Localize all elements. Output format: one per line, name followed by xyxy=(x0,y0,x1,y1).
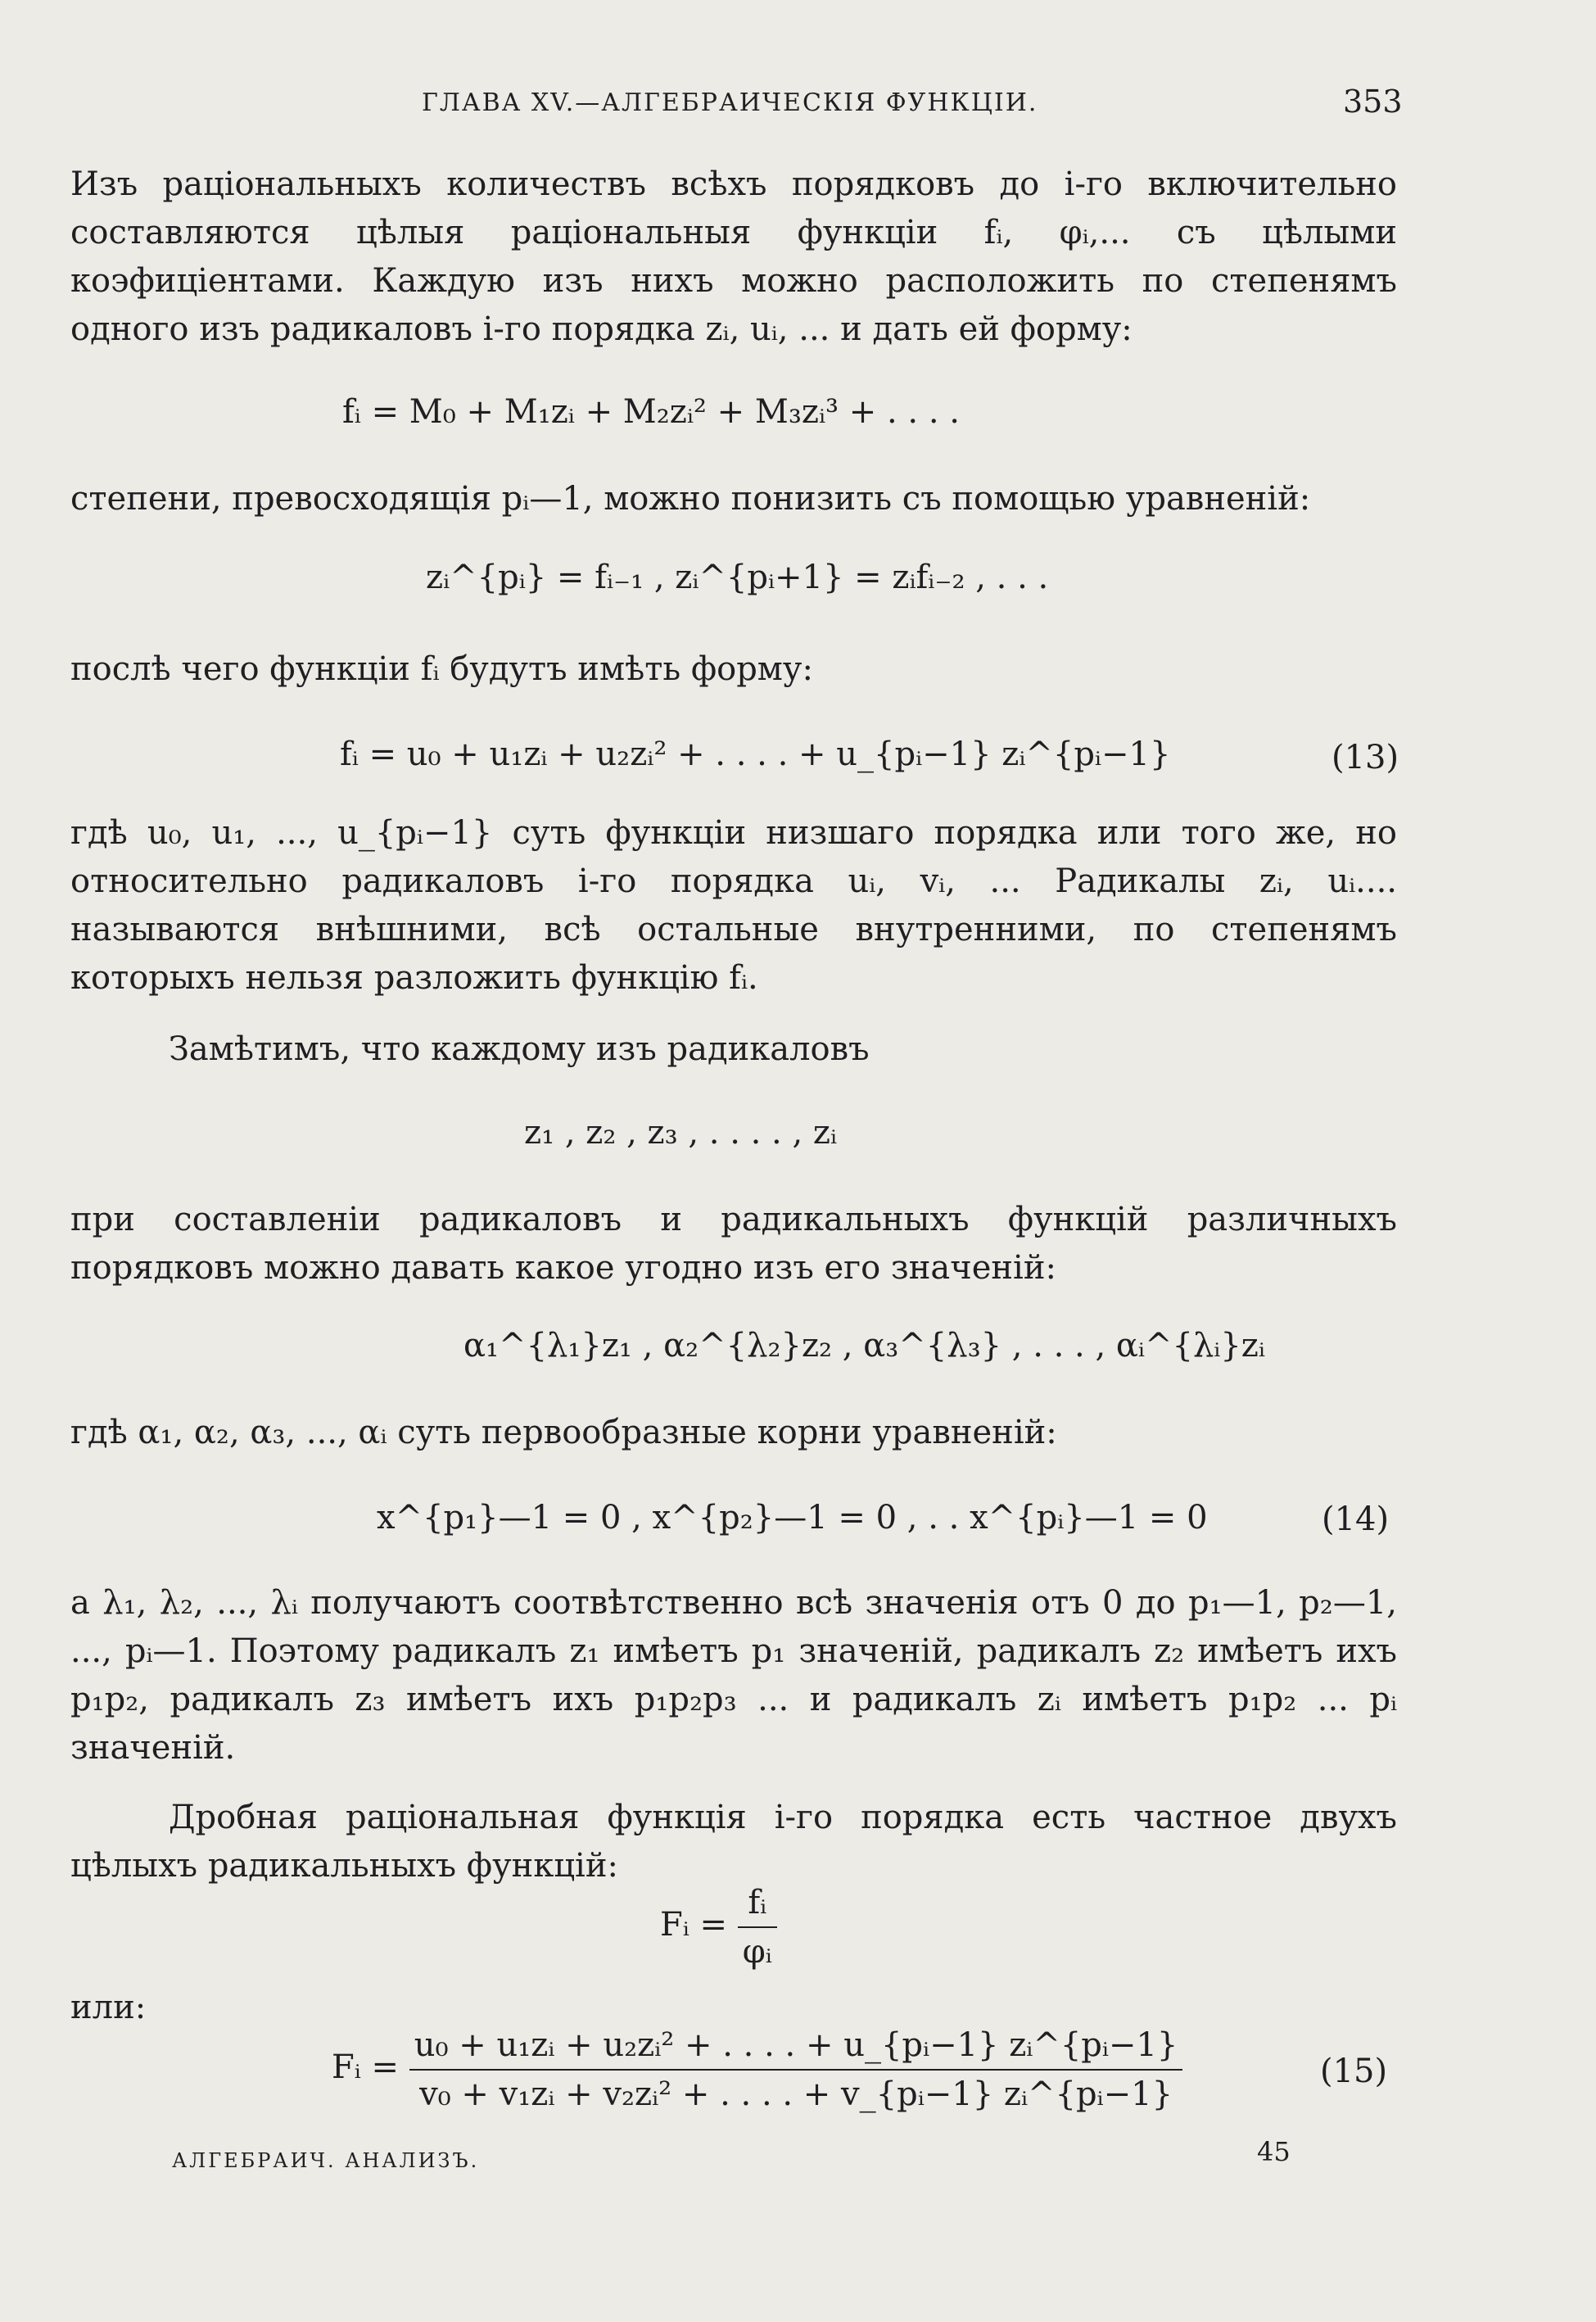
equation-Fi-lhs: Fᵢ = xyxy=(660,1906,728,1944)
equation-fi-power-series: fᵢ = M₀ + M₁zᵢ + M₂zᵢ² + M₃zᵢ³ + . . . . xyxy=(342,393,960,431)
paragraph-4-text: гдѣ u₀, u₁, ..., u_{pᵢ−1} суть функціи низшаго порядка или того же, но относительно радикаловъ i-го порядка uᵢ, vᵢ, ... Радикалы zᵢ, uᵢ.... называются внѣшними, всѣ остальные внутренними, по степенямъ которыхъ нельзя разложить функцію fᵢ. xyxy=(70,814,1397,997)
equation-Fi-denominator: φᵢ xyxy=(742,1933,772,1971)
paragraph-10 xyxy=(70,1984,1397,2032)
paragraph-5-text: Замѣтимъ, что каждому изъ радикаловъ xyxy=(169,1030,870,1068)
footer-signature: АЛГЕБРАИЧ. АНАЛИЗЪ. xyxy=(172,2149,480,2172)
paragraph-5 xyxy=(70,1025,1397,1074)
paragraph-8 xyxy=(70,1579,1397,1772)
paragraph-6 xyxy=(70,1196,1397,1292)
paragraph-10-text: или: xyxy=(70,1989,147,2026)
paragraph-1 xyxy=(70,161,1397,354)
equation-number-14: (14) xyxy=(1322,1500,1390,1538)
paragraph-9-text: Дробная раціональная функція i-го порядка есть частное двухъ цѣлыхъ радикальныхъ функцій: xyxy=(70,1799,1397,1885)
equation-reduction: zᵢ^{pᵢ} = fᵢ₋₁ , zᵢ^{pᵢ+1} = zᵢfᵢ₋₂ , . . . xyxy=(426,559,1049,596)
equation-15-denominator: v₀ + v₁zᵢ + v₂zᵢ² + . . . . + v_{pᵢ−1} zᵢ^{pᵢ−1} xyxy=(419,2075,1173,2113)
equation-radical-values: α₁^{λ₁}z₁ , α₂^{λ₂}z₂ , α₃^{λ₃} , . . . , αᵢ^{λᵢ}zᵢ xyxy=(463,1327,1265,1365)
equation-14: x^{p₁}—1 = 0 , x^{p₂}—1 = 0 , . . x^{pᵢ}—1 = 0 xyxy=(377,1499,1208,1537)
paragraph-3 xyxy=(70,645,1397,694)
equation-15-lhs: Fᵢ = xyxy=(332,2048,400,2086)
running-title: ГЛАВА XV.—АЛГЕБРАИЧЕСКІЯ ФУНКЦІИ. xyxy=(422,88,1038,117)
paragraph-7 xyxy=(70,1409,1397,1457)
paragraph-4 xyxy=(70,809,1397,1003)
paragraph-8-text: а λ₁, λ₂, ..., λᵢ получаютъ соотвѣтственно всѣ значенія отъ 0 до p₁—1, p₂—1, ..., pᵢ—1. Поэтому радикалъ z₁ имѣетъ p₁ значеній, радикалъ z₂ имѣетъ ихъ p₁p₂, радикалъ z₃ имѣетъ ихъ p₁p₂p₃ ... и радикалъ zᵢ имѣетъ p₁p₂ ... pᵢ значеній. xyxy=(70,1584,1397,1767)
equation-radicals-list: z₁ , z₂ , z₃ , . . . . , zᵢ xyxy=(524,1114,838,1152)
equation-Fi-numerator: fᵢ xyxy=(738,1884,777,1928)
paragraph-2-text: степени, превосходящія pᵢ—1, можно понизить съ помощью уравненій: xyxy=(70,480,1311,518)
equation-Fi-fraction xyxy=(660,1884,777,1971)
paragraph-9 xyxy=(70,1794,1397,1890)
equation-15-fraction-body xyxy=(409,2026,1183,2113)
page-number: 353 xyxy=(1343,84,1403,120)
paragraph-6-text: при составленіи радикаловъ и радикальныхъ функцій различныхъ порядковъ можно давать какое угодно изъ его значеній: xyxy=(70,1201,1397,1287)
equation-number-13: (13) xyxy=(1332,739,1399,776)
paragraph-7-text: гдѣ α₁, α₂, α₃, ..., αᵢ суть первообразные корни уравненій: xyxy=(70,1414,1057,1451)
equation-number-15: (15) xyxy=(1320,2053,1388,2090)
footer-sheet-number: 45 xyxy=(1257,2136,1291,2167)
paragraph-3-text: послѣ чего функціи fᵢ будутъ имѣть форму: xyxy=(70,650,813,688)
paragraph-2 xyxy=(70,475,1397,523)
equation-15-numerator: u₀ + u₁zᵢ + u₂zᵢ² + . . . . + u_{pᵢ−1} zᵢ^{pᵢ−1} xyxy=(409,2026,1183,2071)
equation-15 xyxy=(332,2026,1182,2113)
equation-13: fᵢ = u₀ + u₁zᵢ + u₂zᵢ² + . . . . + u_{pᵢ−1} zᵢ^{pᵢ−1} xyxy=(340,736,1171,773)
paragraph-1-text: Изъ раціональныхъ количествъ всѣхъ порядковъ до i-го включительно составляются цѣлыя раціональныя функціи fᵢ, φᵢ,... съ цѣлыми коэфиціентами. Каждую изъ нихъ можно расположить по степенямъ одного изъ радикаловъ i-го порядка zᵢ, uᵢ, ... и дать ей форму: xyxy=(70,165,1397,348)
equation-Fi-fraction-body xyxy=(738,1884,777,1971)
